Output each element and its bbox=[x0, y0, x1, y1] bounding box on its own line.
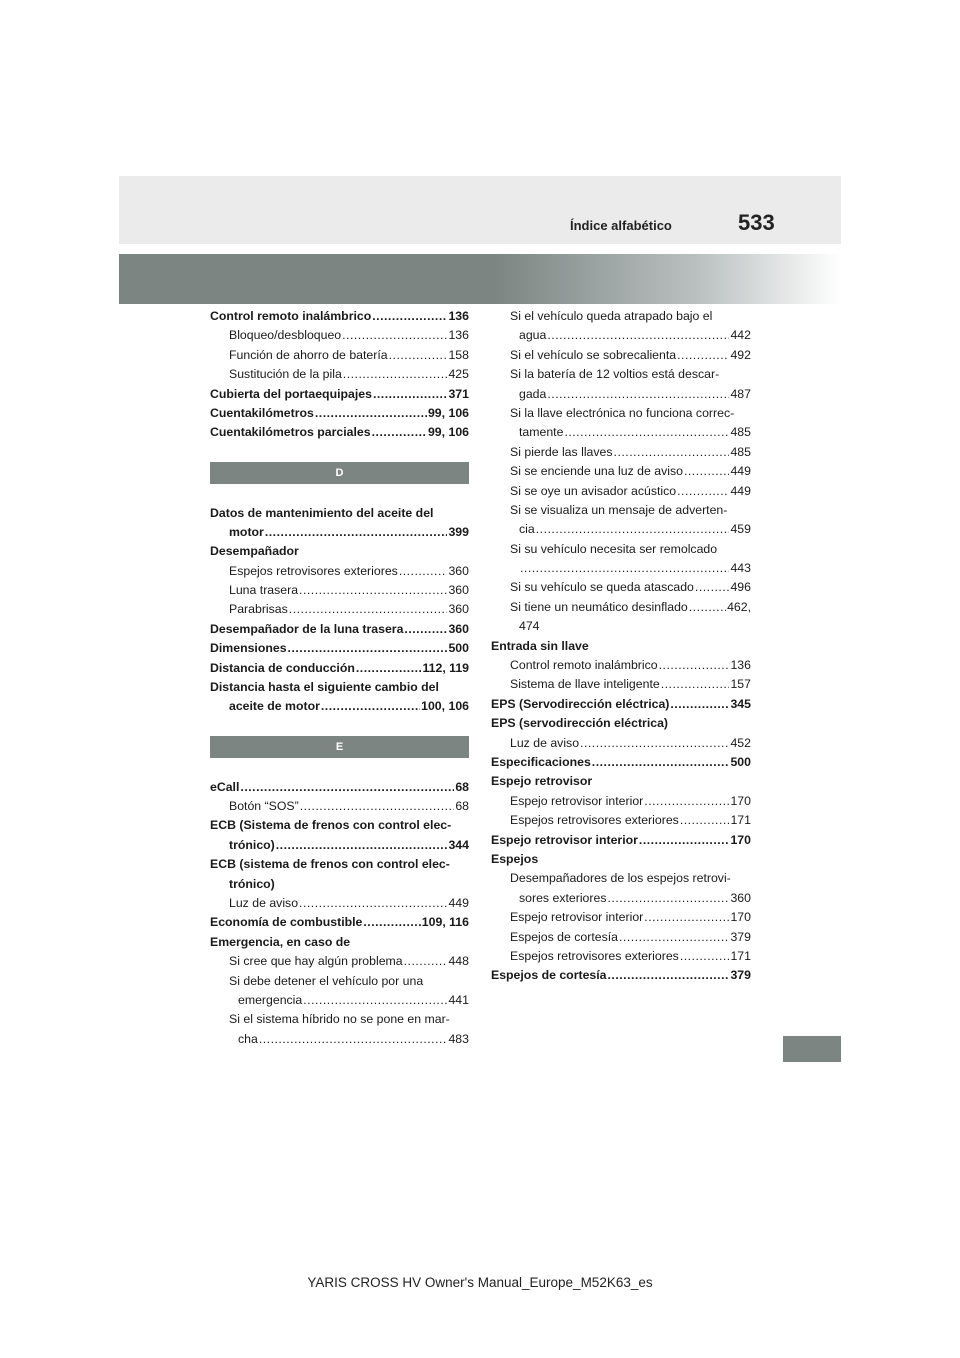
header-gradient-bar bbox=[119, 254, 841, 304]
dot-leader bbox=[608, 966, 730, 985]
dot-leader bbox=[619, 928, 729, 947]
index-entry-label: Control remoto inalámbrico bbox=[210, 309, 372, 323]
index-entry bbox=[210, 404, 469, 423]
index-page-reference: 136 bbox=[448, 309, 469, 323]
index-entry bbox=[491, 598, 751, 617]
index-page-reference: 449 bbox=[730, 483, 751, 498]
index-page-reference: 371 bbox=[448, 386, 469, 401]
index-letter-heading: D bbox=[210, 462, 469, 484]
index-entry-label: Si se visualiza un mensaje de adverten- bbox=[510, 502, 728, 517]
index-entry-label: Espejos de cortesía bbox=[491, 968, 607, 983]
dot-leader bbox=[389, 346, 448, 365]
dot-leader bbox=[321, 697, 420, 716]
index-entry-text bbox=[491, 714, 751, 733]
dot-leader bbox=[373, 385, 448, 404]
index-page-reference: 379 bbox=[730, 968, 751, 983]
index-page-reference: 500 bbox=[448, 641, 469, 656]
dot-leader bbox=[372, 423, 427, 442]
index-column-right bbox=[491, 307, 751, 986]
index-entry-label: Si el vehículo queda atrapado bajo el bbox=[510, 309, 713, 323]
index-page-reference: 157 bbox=[730, 677, 751, 692]
index-entry bbox=[491, 695, 751, 714]
index-entry-label: sores exteriores bbox=[519, 890, 607, 905]
index-page-reference: 496 bbox=[730, 580, 751, 595]
index-entry-label: Cuentakilómetros bbox=[210, 405, 314, 420]
index-entry bbox=[491, 385, 751, 404]
dot-leader bbox=[404, 620, 447, 639]
index-entry-label: Entrada sin llave bbox=[491, 638, 589, 653]
index-entry-label: trónico) bbox=[229, 876, 275, 891]
index-entry bbox=[491, 462, 751, 481]
index-entry bbox=[491, 326, 751, 345]
index-entry bbox=[210, 600, 469, 619]
index-page-reference: 170 bbox=[730, 910, 751, 925]
index-page-reference: 136 bbox=[448, 328, 469, 343]
index-page-reference: 441 bbox=[448, 992, 469, 1007]
index-entry-label: Si se oye un avisador acústico bbox=[510, 483, 677, 498]
dot-leader bbox=[695, 578, 730, 597]
dot-leader bbox=[689, 598, 726, 617]
dot-leader bbox=[265, 523, 448, 542]
index-entry-label: Espejo retrovisor interior bbox=[491, 832, 638, 847]
index-page-reference: 170 bbox=[730, 793, 751, 808]
thumb-index-tab bbox=[783, 1036, 841, 1062]
index-page-reference: 425 bbox=[448, 367, 469, 382]
dot-leader bbox=[680, 811, 730, 830]
index-entry-label: Luz de aviso bbox=[510, 735, 580, 750]
index-page-reference: 171 bbox=[730, 813, 751, 828]
index-page-reference: 448 bbox=[448, 954, 469, 969]
index-entry-label: Botón “SOS” bbox=[229, 798, 299, 813]
index-entry-label: 474 bbox=[519, 619, 540, 634]
dot-leader bbox=[520, 559, 729, 578]
index-entry bbox=[210, 562, 469, 581]
index-entry-text bbox=[210, 504, 469, 523]
index-page-reference: 459 bbox=[730, 522, 751, 537]
index-entry-label: motor bbox=[229, 524, 264, 539]
index-entry-label: EPS (servodirección eléctrica) bbox=[491, 716, 669, 731]
dot-leader bbox=[356, 659, 422, 678]
index-entry-label: Luna trasera bbox=[229, 583, 299, 598]
index-page-reference: 449 bbox=[730, 464, 751, 479]
index-entry-label: Desempañadores de los espejos retrovi- bbox=[510, 871, 731, 886]
index-page-reference: 158 bbox=[448, 347, 469, 362]
index-page-reference: 442 bbox=[730, 328, 751, 343]
index-entry bbox=[491, 753, 751, 772]
spacer bbox=[210, 484, 469, 503]
index-page-reference: 100, 106 bbox=[421, 699, 469, 714]
dot-leader bbox=[607, 889, 729, 908]
dot-leader bbox=[661, 675, 730, 694]
index-column-left bbox=[210, 307, 469, 1049]
index-entry-label: EPS (Servodirección eléctrica) bbox=[491, 696, 670, 711]
index-entry bbox=[491, 482, 751, 501]
index-page-reference: 68 bbox=[455, 779, 469, 794]
index-page-reference: 485 bbox=[730, 444, 751, 459]
index-entry bbox=[491, 889, 751, 908]
index-page-reference: 462, bbox=[727, 599, 751, 614]
index-entry-label: Dimensiones bbox=[210, 641, 287, 656]
index-entry bbox=[491, 559, 751, 578]
dot-leader bbox=[536, 520, 730, 539]
index-page-reference: 483 bbox=[448, 1031, 469, 1046]
index-entry-label: Sistema de llave inteligente bbox=[510, 677, 660, 692]
index-entry bbox=[210, 659, 469, 678]
dot-leader bbox=[677, 346, 729, 365]
index-entry bbox=[491, 947, 751, 966]
index-entry-label: Bloqueo/desbloqueo bbox=[229, 328, 342, 343]
dot-leader bbox=[670, 695, 729, 714]
index-entry-label: Si tiene un neumático desinflado bbox=[510, 599, 688, 614]
index-entry bbox=[491, 578, 751, 597]
section-title: Índice alfabético bbox=[570, 218, 672, 233]
index-entry bbox=[210, 423, 469, 442]
index-entry-label: Parabrisas bbox=[229, 602, 288, 617]
index-page-reference: 171 bbox=[730, 948, 751, 963]
index-entry-label: Espejo retrovisor interior bbox=[510, 793, 644, 808]
index-entry-label: Si su vehículo se queda atascado bbox=[510, 580, 694, 595]
dot-leader bbox=[342, 326, 447, 345]
index-entry bbox=[210, 326, 469, 345]
index-entry-label: Si su vehículo necesita ser remolcado bbox=[510, 541, 718, 556]
dot-leader bbox=[299, 894, 447, 913]
dot-leader bbox=[684, 462, 730, 481]
index-entry-label: gada bbox=[519, 386, 547, 401]
index-page-reference: 345 bbox=[730, 696, 751, 711]
index-entry bbox=[491, 423, 751, 442]
index-entry-label: Luz de aviso bbox=[229, 895, 299, 910]
index-entry bbox=[210, 523, 469, 542]
index-entry bbox=[491, 443, 751, 462]
index-entry bbox=[491, 908, 751, 927]
index-entry bbox=[210, 778, 469, 797]
index-entry-text bbox=[491, 540, 751, 559]
index-entry-text bbox=[210, 542, 469, 561]
index-entry-label: Si el sistema híbrido no se pone en mar- bbox=[229, 1012, 450, 1027]
index-entry-label: Control remoto inalámbrico bbox=[510, 658, 658, 673]
dot-leader bbox=[300, 797, 455, 816]
index-entry-label: Espejos retrovisores exteriores bbox=[510, 948, 679, 963]
dot-leader bbox=[299, 581, 447, 600]
dot-leader bbox=[372, 307, 447, 326]
dot-leader bbox=[303, 991, 447, 1010]
index-entry bbox=[210, 639, 469, 658]
index-entry-text bbox=[210, 972, 469, 991]
index-entry bbox=[210, 385, 469, 404]
index-entry-label: Cuentakilómetros parciales bbox=[210, 425, 371, 440]
index-entry-label: Si debe detener el vehículo por una bbox=[229, 973, 424, 988]
dot-leader bbox=[240, 778, 454, 797]
index-entry-label: Economía de combustible bbox=[210, 915, 363, 930]
index-entry-text bbox=[210, 678, 469, 697]
dot-leader bbox=[289, 600, 448, 619]
index-entry-label: Espejos retrovisores exteriores bbox=[229, 563, 398, 578]
footer-manual-title: YARIS CROSS HV Owner's Manual_Europe_M52K63_es bbox=[307, 1275, 653, 1290]
index-entry-label: Espejo retrovisor interior bbox=[510, 910, 644, 925]
index-entry bbox=[491, 520, 751, 539]
index-entry-label: Función de ahorro de batería bbox=[229, 347, 388, 362]
index-entry bbox=[491, 966, 751, 985]
dot-leader bbox=[315, 404, 427, 423]
index-entry bbox=[491, 831, 751, 850]
dot-leader bbox=[659, 656, 730, 675]
index-entry-label: emergencia bbox=[238, 992, 303, 1007]
index-page-reference: 487 bbox=[730, 386, 751, 401]
index-page-reference: 360 bbox=[448, 563, 469, 578]
index-entry-label: Espejos bbox=[491, 851, 539, 866]
index-entry-label: eCall bbox=[210, 779, 240, 794]
index-entry bbox=[210, 697, 469, 716]
dot-leader bbox=[644, 792, 729, 811]
index-entry-text bbox=[491, 850, 751, 869]
index-entry bbox=[210, 620, 469, 639]
index-entry-text bbox=[491, 637, 751, 656]
spacer bbox=[210, 758, 469, 777]
dot-leader bbox=[580, 734, 729, 753]
index-entry-label: Datos de mantenimiento del aceite del bbox=[210, 505, 434, 520]
index-entry bbox=[210, 894, 469, 913]
index-entry-label: ECB (Sistema de frenos con control elec- bbox=[210, 818, 452, 833]
dot-leader bbox=[677, 482, 729, 501]
index-page-reference: 109, 116 bbox=[421, 915, 469, 930]
header-band bbox=[119, 176, 841, 244]
index-entry-label: Emergencia, en caso de bbox=[210, 934, 351, 949]
index-entry-label: Si cree que hay algún problema bbox=[229, 954, 403, 969]
index-page-reference: 449 bbox=[448, 895, 469, 910]
dot-leader bbox=[547, 326, 729, 345]
index-entry-label: ECB (sistema de frenos con control elec- bbox=[210, 857, 450, 872]
index-entry-text bbox=[491, 772, 751, 791]
index-entry-label: aceite de motor bbox=[229, 699, 320, 714]
dot-leader bbox=[564, 423, 729, 442]
index-entry-label: Si pierde las llaves bbox=[510, 444, 613, 459]
index-letter-heading: E bbox=[210, 736, 469, 758]
index-entry bbox=[210, 991, 469, 1010]
dot-leader bbox=[614, 443, 730, 462]
index-entry-label: Desempañador bbox=[210, 544, 299, 559]
index-entry bbox=[210, 307, 469, 326]
index-page-reference: 360 bbox=[448, 583, 469, 598]
index-entry bbox=[210, 365, 469, 384]
index-page-reference: 344 bbox=[448, 837, 469, 852]
index-page-reference: 399 bbox=[448, 524, 469, 539]
index-entry-text bbox=[210, 933, 469, 952]
index-entry-label: cia bbox=[519, 522, 535, 537]
index-entry-label: Cubierta del portaequipajes bbox=[210, 386, 372, 401]
dot-leader bbox=[644, 908, 729, 927]
index-entry-text bbox=[491, 869, 751, 888]
index-page-reference: 112, 119 bbox=[422, 660, 469, 675]
page-number: 533 bbox=[738, 210, 775, 235]
index-entry-label: agua bbox=[519, 328, 547, 343]
index-entry-label: Si la llave electrónica no funciona correc- bbox=[510, 405, 735, 420]
dot-leader bbox=[288, 639, 448, 658]
index-entry-text bbox=[210, 816, 469, 835]
index-page-reference: 170 bbox=[730, 832, 751, 847]
index-entry bbox=[491, 734, 751, 753]
index-page-reference: 500 bbox=[730, 754, 751, 769]
index-entry bbox=[210, 346, 469, 365]
index-entry bbox=[210, 797, 469, 816]
index-entry-text bbox=[491, 404, 751, 423]
index-entry-label: trónico) bbox=[229, 837, 275, 852]
index-entry bbox=[491, 656, 751, 675]
index-entry-text bbox=[210, 1010, 469, 1029]
index-entry-label: Si se enciende una luz de aviso bbox=[510, 464, 683, 479]
index-entry-text bbox=[210, 855, 469, 874]
index-entry-label: Desempañador de la luna trasera bbox=[210, 621, 404, 636]
index-entry-text bbox=[491, 365, 751, 384]
index-entry-label: Si la batería de 12 voltios está descar- bbox=[510, 367, 720, 382]
dot-leader bbox=[399, 562, 448, 581]
index-page-reference: 492 bbox=[730, 347, 751, 362]
index-page-reference: 485 bbox=[730, 425, 751, 440]
index-page-reference: 360 bbox=[448, 602, 469, 617]
spacer bbox=[210, 443, 469, 462]
index-entry bbox=[491, 811, 751, 830]
index-entry bbox=[491, 928, 751, 947]
index-page-reference: 99, 106 bbox=[427, 405, 469, 420]
index-entry-label: Espejos de cortesía bbox=[510, 929, 619, 944]
index-entry bbox=[210, 581, 469, 600]
dot-leader bbox=[276, 836, 448, 855]
index-entry bbox=[491, 792, 751, 811]
dot-leader bbox=[680, 947, 730, 966]
index-entry-label: Distancia de conducción bbox=[210, 660, 355, 675]
index-entry bbox=[210, 913, 469, 932]
index-page-reference: 379 bbox=[730, 929, 751, 944]
spacer bbox=[210, 717, 469, 736]
index-entry-label: tamente bbox=[519, 425, 564, 440]
index-entry-text bbox=[491, 307, 751, 326]
index-page-reference: 443 bbox=[730, 561, 751, 576]
index-page-reference: 99, 106 bbox=[427, 425, 469, 440]
index-entry-text bbox=[491, 617, 751, 636]
index-page-reference: 360 bbox=[448, 621, 469, 636]
index-entry bbox=[210, 952, 469, 971]
dot-leader bbox=[547, 385, 729, 404]
index-page-reference: 452 bbox=[730, 735, 751, 750]
index-page-reference: 136 bbox=[730, 658, 751, 673]
index-entry-label: Sustitución de la pila bbox=[229, 367, 342, 382]
dot-leader bbox=[639, 831, 730, 850]
index-entry-label: Espejos retrovisores exteriores bbox=[510, 813, 679, 828]
index-entry-text bbox=[210, 875, 469, 894]
dot-leader bbox=[404, 952, 448, 971]
index-entry-label: Especificaciones bbox=[491, 754, 591, 769]
index-entry-text bbox=[491, 501, 751, 520]
dot-leader bbox=[343, 365, 448, 384]
dot-leader bbox=[259, 1030, 448, 1049]
dot-leader bbox=[363, 913, 420, 932]
index-entry bbox=[210, 1030, 469, 1049]
index-entry bbox=[491, 346, 751, 365]
index-entry-label: Distancia hasta el siguiente cambio del bbox=[210, 680, 439, 695]
index-entry-label: Si el vehículo se sobrecalienta bbox=[510, 347, 677, 362]
index-entry-label: Espejo retrovisor bbox=[491, 774, 593, 789]
index-entry-label: cha bbox=[238, 1031, 258, 1046]
dot-leader bbox=[592, 753, 730, 772]
index-page-reference: 360 bbox=[730, 890, 751, 905]
index-entry bbox=[491, 675, 751, 694]
index-entry bbox=[210, 836, 469, 855]
index-page-reference: 68 bbox=[455, 798, 469, 813]
